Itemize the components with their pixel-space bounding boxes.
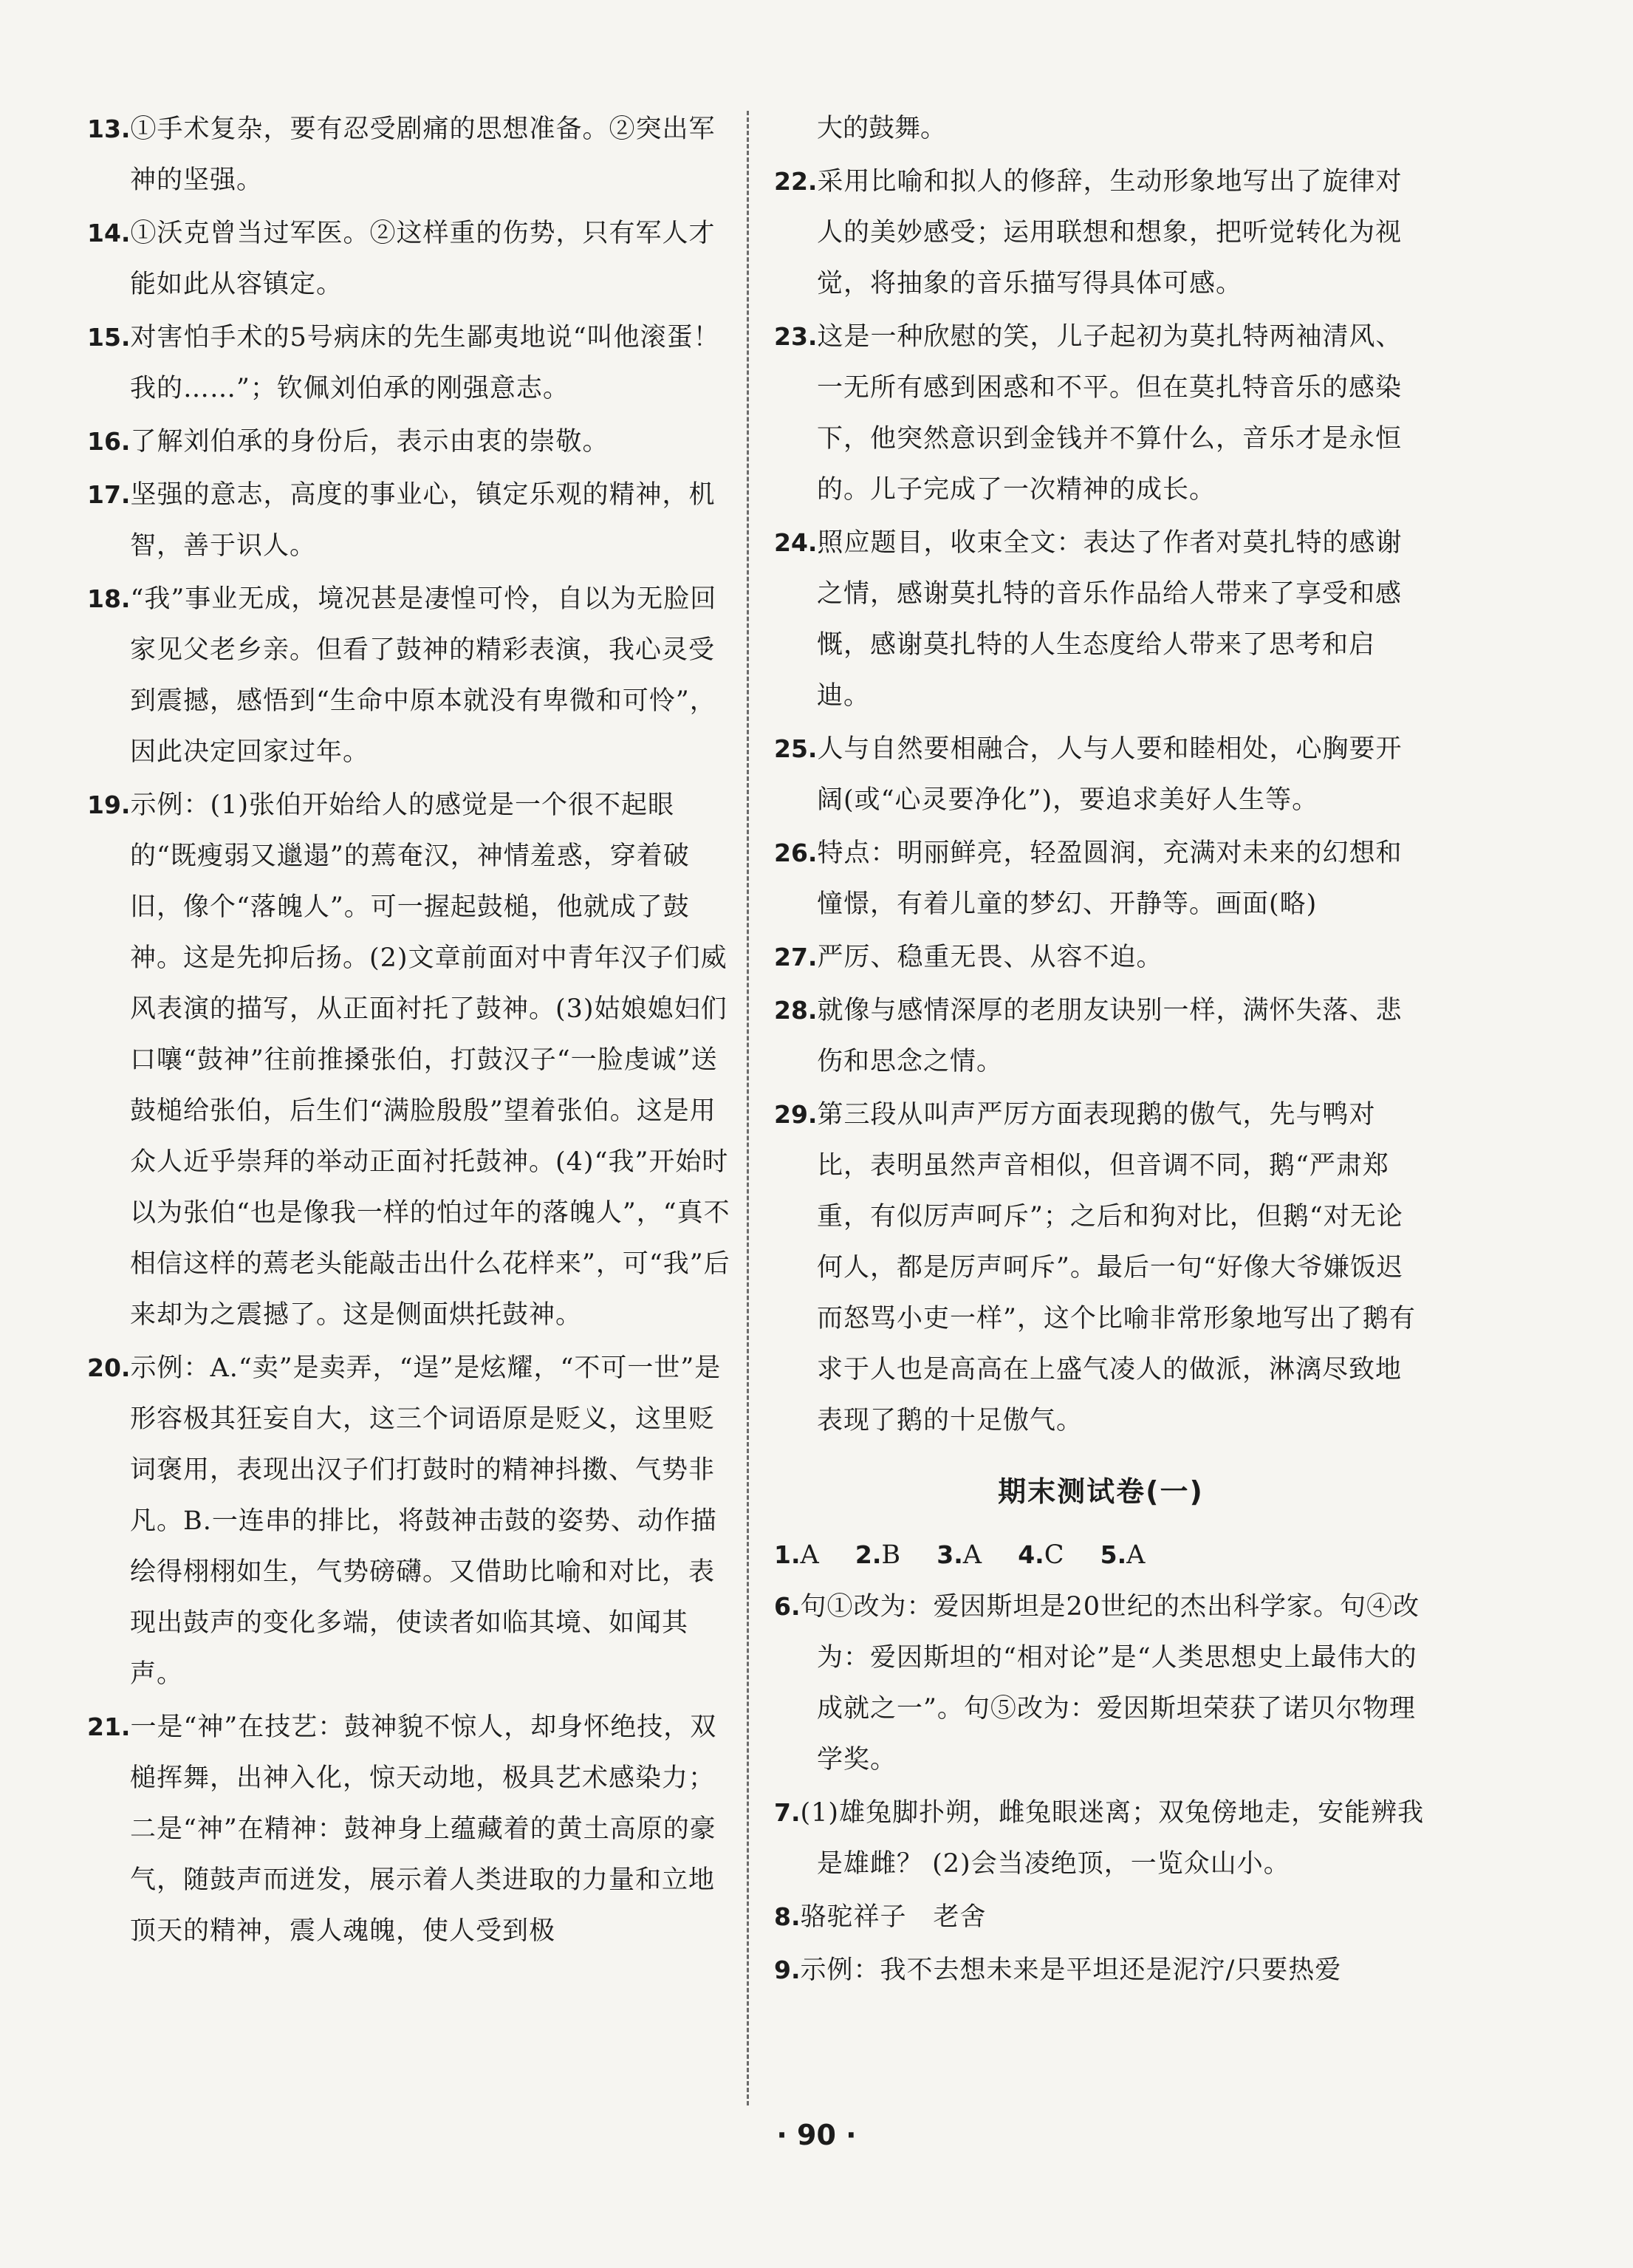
answer-item-21 xyxy=(87,1701,741,1957)
item-number: 19. xyxy=(87,790,131,819)
item-text: 第三段从叫声严厉方面表现鹅的傲气，先与鸭对比，表明虽然声音相似，但音调不同，鹅“严肃郑重，有似厉声呵斥”；之后和狗对比，但鹅“对无论何人，都是厉声呵斥”。最后一句“好像大爷嫌饭迟而怒骂小吏一样”，这个比喻非常形象地写出了鹅有求于人也是高高在上盛气凌人的做派，淋漓尽致地表现了鹅的十足傲气。 xyxy=(817,1100,1416,1435)
answer-item-15 xyxy=(87,312,741,414)
item-text: 特点：明丽鲜亮，轻盈圆润，充满对未来的幻想和憧憬，有着儿童的梦幻、开静等。画面(略) xyxy=(817,838,1403,919)
answer-item-20 xyxy=(87,1342,741,1700)
item-number: 22. xyxy=(774,167,818,196)
item-text: 了解刘伯承的身份后，表示由衷的崇敬。 xyxy=(130,427,609,457)
mcq-answer: A xyxy=(962,1540,982,1570)
answer-item-17 xyxy=(87,469,741,572)
item-number: 29. xyxy=(774,1100,818,1129)
item-number: 9. xyxy=(774,1956,801,1984)
item-text: 骆驼祥子 老舍 xyxy=(800,1902,987,1932)
item-text: 坚强的意志，高度的事业心，镇定乐观的精神，机智，善于识人。 xyxy=(130,480,716,561)
page-number: · 90 · xyxy=(776,2119,857,2151)
item-text: (1)雄兔脚扑朔，雌兔眼迷离；双兔傍地走，安能辨我是雄雌？ (2)会当凌绝顶，一览众山小。 xyxy=(800,1798,1425,1879)
item-number: 21. xyxy=(87,1712,131,1741)
item-number: 25. xyxy=(774,734,818,763)
answer-item-26 xyxy=(774,827,1428,930)
answer-item-25 xyxy=(774,723,1428,826)
mcq-number: 1. xyxy=(774,1540,801,1569)
item-text: 这是一种欣慰的笑，儿子起初为莫扎特两袖清风、一无所有感到困惑和不平。但在莫扎特音乐的感染下，他突然意识到金钱并不算什么，音乐才是永恒的。儿子完成了一次精神的成长。 xyxy=(817,322,1403,505)
column-divider xyxy=(747,111,749,2105)
mcq-answer: A xyxy=(800,1540,819,1570)
answer-item-14 xyxy=(87,208,741,310)
answer-item-23 xyxy=(774,311,1428,516)
answer-continuation: 大的鼓舞。 xyxy=(817,114,947,143)
item-number: 27. xyxy=(774,943,818,971)
item-number: 28. xyxy=(774,996,818,1025)
item-text: “我”事业无成，境况甚是凄惶可怜，自以为无脸回家见父老乡亲。但看了鼓神的精彩表演，我心灵受到震撼，感悟到“生命中原本就没有卑微和可怜”，因此决定回家过年。 xyxy=(130,584,717,767)
answer-item-13 xyxy=(87,103,741,206)
item-number: 17. xyxy=(87,480,131,509)
answer-item-6 xyxy=(774,1581,1428,1786)
item-number: 16. xyxy=(87,427,131,456)
mcq-number: 5. xyxy=(1100,1540,1127,1569)
answer-item-27 xyxy=(774,932,1428,983)
item-text: ①沃克曾当过军医。②这样重的伤势，只有军人才能如此从容镇定。 xyxy=(130,219,716,299)
answer-item-9 xyxy=(774,1944,1428,1996)
item-number: 6. xyxy=(774,1592,801,1621)
mcq-answer: A xyxy=(1126,1540,1146,1570)
item-text: 示例：A.“卖”是卖弄，“逞”是炫耀，“不可一世”是形容极其狂妄自大，这三个词语原是贬义，这里贬词褒用，表现出汉子们打鼓时的精神抖擞、气势非凡。B.一连串的排比，将鼓神击鼓的姿势、动作描绘得栩栩如生，气势磅礴。又借助比喻和对比，表现出鼓声的变化多端，使读者如临其境、如闻其声。 xyxy=(130,1353,722,1689)
answer-item-22 xyxy=(774,156,1428,310)
item-text: 严厉、稳重无畏、从容不迫。 xyxy=(817,943,1163,972)
item-text: 示例：(1)张伯开始给人的感觉是一个很不起眼的“既瘦弱又邋遢”的蔫奄汉，神情羞惑，穿着破旧，像个“落魄人”。可一握起鼓槌，他就成了鼓神。这是先抑后扬。(2)文章前面对中青年汉子们威风表演的描写，从正面衬托了鼓神。(3)姑娘媳妇们口嚷“鼓神”往前推搡张伯，打鼓汉子“一脸虔诚”送鼓槌给张伯，后生们“满脸殷殷”望着张伯。这是用众人近乎崇拜的举动正面衬托鼓神。(4)“我”开始时以为张伯“也是像我一样的怕过年的落魄人”，“真不相信这样的蔫老头能敲击出什么花样来”，可“我”后来却为之震撼了。这是侧面烘托鼓神。 xyxy=(130,790,730,1330)
mcq-number: 3. xyxy=(937,1540,963,1569)
answer-item-29 xyxy=(774,1089,1428,1446)
item-number: 13. xyxy=(87,115,131,143)
item-number: 18. xyxy=(87,584,131,613)
item-text: 示例：我不去想未来是平坦还是泥泞/只要热爱 xyxy=(800,1956,1342,1985)
answer-item-24 xyxy=(774,517,1428,722)
mcq-number: 2. xyxy=(855,1540,882,1569)
item-text: 对害怕手术的5号病床的先生鄙夷地说“叫他滚蛋！我的……”；钦佩刘伯承的刚强意志。 xyxy=(130,323,720,403)
item-number: 26. xyxy=(774,838,818,867)
answer-item-8 xyxy=(774,1891,1428,1943)
answer-item-7 xyxy=(774,1787,1428,1890)
item-text: 人与自然要相融合，人与人要和睦相处，心胸要开阔(或“心灵要净化”)，要追求美好人生等。 xyxy=(817,734,1403,815)
item-text: 照应题目，收束全文：表达了作者对莫扎特的感谢之情，感谢莫扎特的音乐作品给人带来了享受和感慨，感谢莫扎特的人生态度给人带来了思考和启迪。 xyxy=(817,528,1403,711)
item-number: 8. xyxy=(774,1902,801,1931)
right-column xyxy=(774,103,1428,1998)
mcq-answer: B xyxy=(881,1540,901,1570)
item-number: 15. xyxy=(87,323,131,352)
left-column xyxy=(87,103,741,1958)
mcq-answer: C xyxy=(1044,1540,1064,1570)
answer-item-19 xyxy=(87,779,741,1341)
item-text: ①手术复杂，要有忍受剧痛的思想准备。②突出军神的坚强。 xyxy=(130,115,716,195)
item-text: 采用比喻和拟人的修辞，生动形象地写出了旋律对人的美妙感受；运用联想和想象，把听觉转化为视觉，将抽象的音乐描写得具体可感。 xyxy=(817,167,1403,298)
answer-item-18 xyxy=(87,573,741,778)
item-text: 就像与感情深厚的老朋友诀别一样，满怀失落、悲伤和思念之情。 xyxy=(817,996,1403,1076)
answer-item-16 xyxy=(87,416,741,468)
item-text: 句①改为：爱因斯坦是20世纪的杰出科学家。句④改为：爱因斯坦的“相对论”是“人类思想史上最伟大的成就之一”。句⑤改为：爱因斯坦荣获了诺贝尔物理学奖。 xyxy=(800,1592,1420,1775)
section-title: 期末测试卷(一) xyxy=(998,1475,1204,1508)
item-number: 23. xyxy=(774,322,818,351)
item-number: 24. xyxy=(774,528,818,557)
item-number: 14. xyxy=(87,219,131,247)
item-number: 20. xyxy=(87,1353,131,1382)
mcq-number: 4. xyxy=(1018,1540,1044,1569)
multiple-choice-answers xyxy=(774,1529,1428,1581)
answer-item-28 xyxy=(774,985,1428,1087)
item-text: 一是“神”在技艺：鼓神貌不惊人，却身怀绝技，双槌挥舞，出神入化，惊天动地，极具艺术感染力；二是“神”在精神：鼓神身上蕴藏着的黄土高原的豪气，随鼓声而迸发，展示着人类进取的力量和立地顶天的精神，震人魂魄，使人受到极 xyxy=(130,1712,717,1946)
item-number: 7. xyxy=(774,1798,801,1827)
